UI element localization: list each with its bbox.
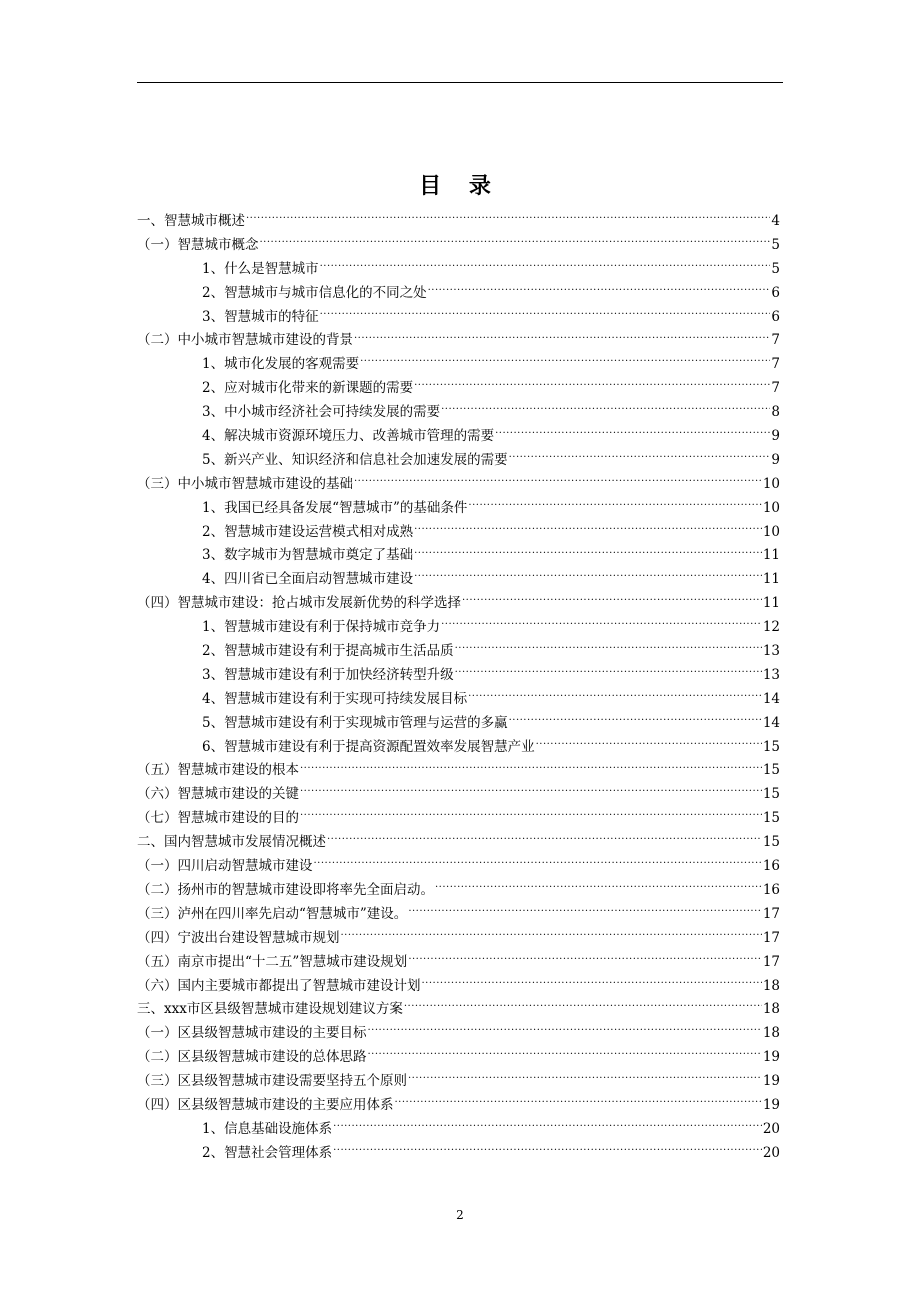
toc-entry[interactable] — [137, 306, 780, 330]
toc-entry-page: 5 — [771, 236, 780, 253]
page-number: 2 — [456, 1208, 464, 1222]
toc-entry[interactable] — [137, 998, 780, 1022]
toc-entry[interactable] — [137, 1118, 780, 1142]
toc-entry-page: 6 — [771, 308, 780, 325]
toc-entry-page: 15 — [762, 738, 780, 755]
toc-entry-page: 9 — [771, 428, 780, 445]
toc-entry-title: 1、什么是智慧城市 — [202, 260, 319, 277]
toc-entry[interactable] — [137, 544, 780, 568]
toc-entry[interactable] — [137, 759, 780, 783]
toc-entry[interactable] — [137, 1094, 780, 1118]
toc-entry-title: 1、智慧城市建设有利于保持城市竞争力 — [202, 619, 441, 636]
toc-entry-page: 8 — [771, 404, 780, 421]
dot-leader — [495, 427, 770, 441]
toc-entry-page: 7 — [771, 332, 780, 349]
toc-entry-title: （二）扬州市的智慧城市建设即将率先全面启动。 — [137, 881, 434, 898]
toc-entry-title: （六）国内主要城市都提出了智慧城市建设计划 — [137, 977, 421, 994]
dot-leader — [333, 1143, 762, 1157]
dot-leader — [455, 665, 762, 679]
dot-leader — [341, 928, 762, 942]
toc-entry-title: （一）区县级智慧城市建设的主要目标 — [137, 1025, 367, 1042]
toc-entry-page: 19 — [762, 1049, 780, 1066]
dot-leader — [441, 618, 762, 632]
dot-leader — [414, 379, 770, 393]
dot-leader — [327, 833, 762, 847]
toc-entry-title: 4、解决城市资源环境压力、改善城市管理的需要 — [202, 428, 495, 445]
toc-entry-title: 1、信息基础设施体系 — [202, 1120, 333, 1137]
dot-leader — [404, 1000, 762, 1014]
toc-entry[interactable] — [137, 927, 780, 951]
toc-entry-page: 19 — [762, 1073, 780, 1090]
toc-entry[interactable] — [137, 497, 780, 521]
toc-entry[interactable] — [137, 473, 780, 497]
dot-leader — [320, 307, 771, 321]
dot-leader — [422, 976, 762, 990]
toc-entry[interactable] — [137, 1070, 780, 1094]
toc-entry-title: 6、智慧城市建设有利于提高资源配置效率发展智慧产业 — [202, 738, 535, 755]
toc-entry[interactable] — [137, 736, 780, 760]
dot-leader — [462, 594, 762, 608]
dot-leader — [408, 952, 762, 966]
toc-entry[interactable] — [137, 903, 780, 927]
toc-entry-page: 12 — [762, 619, 780, 636]
dot-leader — [414, 522, 762, 536]
toc-entry[interactable] — [137, 401, 780, 425]
dot-leader — [300, 785, 762, 799]
dot-leader — [360, 355, 770, 369]
toc-entry-title: （一）四川启动智慧城市建设 — [137, 858, 313, 875]
toc-entry-page: 7 — [771, 356, 780, 373]
toc-entry-page: 13 — [762, 666, 780, 683]
dot-leader — [455, 642, 762, 656]
toc-entry[interactable] — [137, 568, 780, 592]
toc-entry[interactable] — [137, 688, 780, 712]
toc-entry[interactable] — [137, 951, 780, 975]
toc-entry-title: 2、智慧城市建设有利于提高城市生活品质 — [202, 643, 454, 660]
toc-entry[interactable] — [137, 210, 780, 234]
toc-entry[interactable] — [137, 783, 780, 807]
toc-entry-title: （四）区县级智慧城市建设的主要应用体系 — [137, 1096, 394, 1113]
toc-entry-title: 2、智慧城市与城市信息化的不同之处 — [202, 284, 427, 301]
toc-entry-title: （三）中小城市智慧城市建设的基础 — [137, 475, 353, 492]
toc-entry-title: 3、数字城市为智慧城市奠定了基础 — [202, 547, 414, 564]
toc-entry-title: 2、智慧城市建设运营模式相对成熟 — [202, 523, 414, 540]
dot-leader — [435, 880, 762, 894]
toc-entry-title: （四）宁波出台建设智慧城市规划 — [137, 929, 340, 946]
dot-leader — [333, 1119, 762, 1133]
toc-entry[interactable] — [137, 831, 780, 855]
toc-entry-page: 10 — [762, 475, 780, 492]
toc-entry-title: 三、xxx市区县级智慧城市建设规划建议方案 — [137, 1001, 403, 1018]
toc-entry-title: 二、国内智慧城市发展情况概述 — [137, 834, 326, 851]
dot-leader — [441, 403, 770, 417]
toc-entry-page: 11 — [762, 595, 780, 612]
toc-entry-title: （二）中小城市智慧城市建设的背景 — [137, 332, 353, 349]
toc-entry[interactable] — [137, 1022, 780, 1046]
toc-entry-title: 4、四川省已全面启动智慧城市建设 — [202, 571, 414, 588]
toc-entry[interactable] — [137, 425, 780, 449]
dot-leader — [260, 235, 771, 249]
header-rule — [137, 82, 783, 83]
toc-entry-page: 15 — [762, 834, 780, 851]
toc-entry-page: 17 — [762, 929, 780, 946]
dot-leader — [414, 546, 762, 560]
toc-entry[interactable] — [137, 1142, 780, 1166]
dot-leader — [354, 474, 762, 488]
toc-entry-title: （二）区县级智慧城市建设的总体思路 — [137, 1049, 367, 1066]
dot-leader — [468, 689, 762, 703]
dot-leader — [300, 809, 762, 823]
dot-leader — [536, 737, 762, 751]
toc-entry[interactable] — [137, 640, 780, 664]
dot-leader — [509, 713, 762, 727]
toc-entry-title: 5、新兴产业、知识经济和信息社会加速发展的需要 — [202, 451, 508, 468]
table-of-contents — [137, 210, 780, 1166]
dot-leader — [428, 283, 771, 297]
toc-entry-page: 6 — [771, 284, 780, 301]
toc-entry-title: 2、智慧社会管理体系 — [202, 1144, 333, 1161]
toc-entry[interactable] — [137, 449, 780, 473]
toc-entry[interactable] — [137, 329, 780, 353]
toc-entry-page: 13 — [762, 643, 780, 660]
dot-leader — [408, 1072, 762, 1086]
dot-leader — [509, 450, 771, 464]
dot-leader — [368, 1024, 762, 1038]
toc-entry-page: 7 — [771, 380, 780, 397]
dot-leader — [368, 1048, 762, 1062]
toc-entry[interactable] — [137, 879, 780, 903]
toc-entry-title: 3、智慧城市的特征 — [202, 308, 319, 325]
toc-entry-page: 5 — [771, 260, 780, 277]
toc-entry-title: 1、我国已经具备发展“智慧城市”的基础条件 — [202, 499, 468, 516]
toc-entry-page: 18 — [762, 1025, 780, 1042]
dot-leader — [246, 212, 770, 226]
toc-entry-page: 17 — [762, 905, 780, 922]
toc-entry-title: 2、应对城市化带来的新课题的需要 — [202, 380, 414, 397]
toc-entry-title: （六）智慧城市建设的关键 — [137, 786, 299, 803]
toc-entry-title: （五）南京市提出“十二五”智慧城市建设规划 — [137, 953, 408, 970]
toc-entry-title: 3、中小城市经济社会可持续发展的需要 — [202, 404, 441, 421]
toc-entry-title: （三）区县级智慧城市建设需要坚持五个原则 — [137, 1073, 407, 1090]
toc-entry-title: 4、智慧城市建设有利于实现可持续发展目标 — [202, 690, 468, 707]
toc-entry-page: 4 — [771, 213, 780, 229]
toc-entry[interactable] — [137, 234, 780, 258]
toc-entry-page: 9 — [771, 451, 780, 468]
toc-entry[interactable] — [137, 664, 780, 688]
toc-entry-page: 19 — [762, 1096, 780, 1113]
toc-entry-page: 11 — [762, 571, 780, 588]
toc-entry[interactable] — [137, 807, 780, 831]
toc-entry-title: 1、城市化发展的客观需要 — [202, 356, 360, 373]
toc-entry-page: 14 — [762, 714, 780, 731]
toc-entry[interactable] — [137, 1046, 780, 1070]
toc-entry-title: （七）智慧城市建设的目的 — [137, 810, 299, 827]
toc-entry-page: 11 — [762, 547, 780, 564]
toc-entry[interactable] — [137, 712, 780, 736]
toc-entry-page: 10 — [762, 499, 780, 516]
toc-entry-page: 15 — [762, 810, 780, 827]
toc-entry-page: 15 — [762, 762, 780, 779]
dot-leader — [320, 259, 771, 273]
toc-entry-page: 17 — [762, 953, 780, 970]
toc-entry-page: 15 — [762, 786, 780, 803]
toc-entry-page: 20 — [762, 1144, 780, 1161]
toc-entry-title: （一）智慧城市概念 — [137, 236, 259, 253]
toc-entry-page: 18 — [762, 1001, 780, 1018]
toc-entry-title: 5、智慧城市建设有利于实现城市管理与运营的多赢 — [202, 714, 508, 731]
dot-leader — [314, 857, 762, 871]
toc-entry-page: 20 — [762, 1120, 780, 1137]
dot-leader — [395, 1095, 762, 1109]
toc-title: 目 录 — [419, 173, 501, 199]
dot-leader — [414, 570, 762, 584]
toc-entry[interactable] — [137, 258, 780, 282]
toc-entry-title: （四）智慧城市建设：抢占城市发展新优势的科学选择 — [137, 595, 461, 612]
toc-entry-page: 10 — [762, 523, 780, 540]
toc-entry-title: （五）智慧城市建设的根本 — [137, 762, 299, 779]
dot-leader — [408, 904, 762, 918]
toc-entry[interactable] — [137, 353, 780, 377]
toc-entry[interactable] — [137, 521, 780, 545]
toc-entry-page: 16 — [762, 858, 780, 875]
toc-entry[interactable] — [137, 377, 780, 401]
toc-entry-title: 3、智慧城市建设有利于加快经济转型升级 — [202, 666, 454, 683]
toc-entry[interactable] — [137, 592, 780, 616]
toc-entry[interactable] — [137, 855, 780, 879]
toc-entry-page: 16 — [762, 881, 780, 898]
toc-entry-title: 一、智慧城市概述 — [137, 213, 245, 229]
dot-leader — [300, 761, 762, 775]
toc-entry[interactable] — [137, 975, 780, 999]
toc-entry[interactable] — [137, 282, 780, 306]
toc-entry-page: 18 — [762, 977, 780, 994]
dot-leader — [354, 331, 770, 345]
toc-entry-page: 14 — [762, 690, 780, 707]
toc-entry-title: （三）泸州在四川率先启动“智慧城市”建设。 — [137, 905, 408, 922]
dot-leader — [468, 498, 761, 512]
toc-entry[interactable] — [137, 616, 780, 640]
